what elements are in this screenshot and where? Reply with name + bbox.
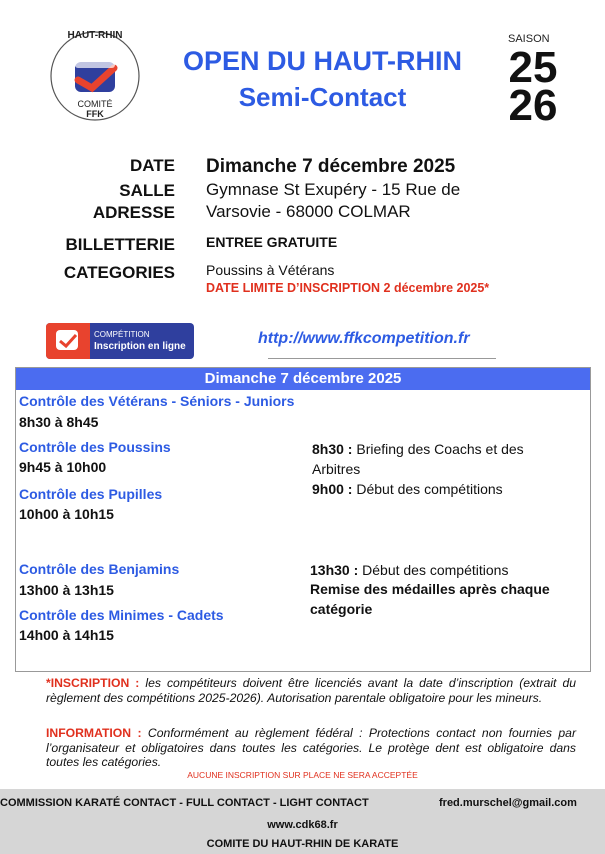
afternoon-start: [310, 560, 580, 580]
registration-deadline: DATE LIMITE D’INSCRIPTION 2 décembre 2025*: [206, 281, 490, 295]
inscription-note: [46, 676, 576, 705]
page-subtitle: Semi-Contact: [238, 82, 407, 112]
no-onsite-registration-warning: AUCUNE INSCRIPTION SUR PLACE NE SERA ACCEPTÉE: [187, 770, 418, 780]
control-minimes-time: 14h00 à 14h15: [19, 627, 114, 643]
footer-committee: COMITE DU HAUT-RHIN DE KARATE: [206, 838, 399, 850]
season-number-top: 25: [508, 43, 558, 92]
inscription-label: *INSCRIPTION :: [46, 676, 140, 690]
control-minimes: Contrôle des Minimes - Cadets: [19, 607, 224, 623]
morning-briefing-text: Briefing des Coachs et des Arbitres: [312, 441, 524, 477]
date-label: DATE: [129, 156, 175, 175]
badge-line-1: COMPÉTITION: [94, 330, 150, 339]
adresse-label: ADRESSE: [92, 203, 175, 222]
season-label: SAISON: [508, 33, 550, 45]
control-benjamins-time: 13h00 à 13h15: [19, 582, 114, 598]
inscription-text: les compétiteurs doivent être licenciés avant la date d’inscription (extrait du règlement des compétitions 2025-2026). Autorisation parentale obligatoire pour les mineurs.: [46, 676, 577, 705]
control-veterans-time: 8h30 à 8h45: [19, 414, 99, 430]
control-poussins-time: 9h45 à 10h00: [19, 459, 107, 475]
page-title: OPEN DU HAUT-RHIN: [182, 46, 462, 76]
afternoon-start-text: Début des compétitions: [358, 562, 509, 578]
information-note: [46, 726, 576, 770]
registration-glove-icon: [46, 323, 90, 359]
logo-top-text: HAUT-RHIN: [67, 30, 123, 41]
badge-line-2: Inscription en ligne: [94, 341, 186, 352]
categories-value: Poussins à Vétérans: [206, 262, 335, 278]
billetterie-label: BILLETTERIE: [65, 235, 175, 254]
competition-link[interactable]: http://www.ffkcompetition.fr: [258, 330, 470, 347]
control-pupilles-time: 10h00 à 10h15: [19, 506, 114, 522]
season-number-bottom: 26: [508, 81, 558, 130]
information-text: Conformément au règlement fédéral : Protections contact non fournies par l’organisateur et obligatoires dans toutes les catégories. Le protège dent est obligatoire dans toutes les catégories.: [46, 726, 576, 769]
morning-start-time: 9h00 :: [312, 481, 353, 497]
logo-org-text: FFK: [86, 109, 104, 119]
morning-briefing: [312, 439, 572, 479]
morning-briefing-time: 8h30 :: [312, 441, 353, 457]
venue-line-1: Gymnase St Exupéry - 15 Rue de: [206, 180, 461, 199]
information-label: INFORMATION :: [46, 726, 142, 740]
morning-start: [312, 479, 572, 499]
online-registration-badge[interactable]: [46, 323, 194, 359]
date-value: Dimanche 7 décembre 2025: [206, 156, 456, 177]
logo-bottom-text: COMITÉ: [77, 99, 113, 109]
control-veterans: Contrôle des Vétérans - Séniors - Juniors: [19, 393, 295, 409]
medals-note: Remise des médailles après chaque catégorie: [310, 581, 550, 617]
afternoon-start-time: 13h30 :: [310, 562, 359, 578]
venue-line-2: Varsovie - 68000 COLMAR: [206, 202, 411, 221]
footer-email[interactable]: fred.murschel@gmail.com: [439, 797, 577, 809]
footer-commission: COMMISSION KARATÉ CONTACT - FULL CONTACT - LIGHT CONTACT: [0, 797, 369, 809]
committee-logo: [48, 28, 142, 124]
footer-website[interactable]: www.cdk68.fr: [267, 819, 338, 831]
control-poussins: Contrôle des Poussins: [19, 439, 171, 455]
categories-label: CATEGORIES: [63, 263, 175, 282]
link-divider: [268, 358, 496, 359]
billetterie-value: ENTREE GRATUITE: [206, 234, 338, 250]
salle-label: SALLE: [119, 181, 175, 200]
control-pupilles: Contrôle des Pupilles: [19, 486, 163, 502]
schedule-heading: Dimanche 7 décembre 2025: [16, 368, 590, 390]
morning-start-text: Début des compétitions: [352, 481, 503, 497]
control-benjamins: Contrôle des Benjamins: [19, 561, 180, 577]
